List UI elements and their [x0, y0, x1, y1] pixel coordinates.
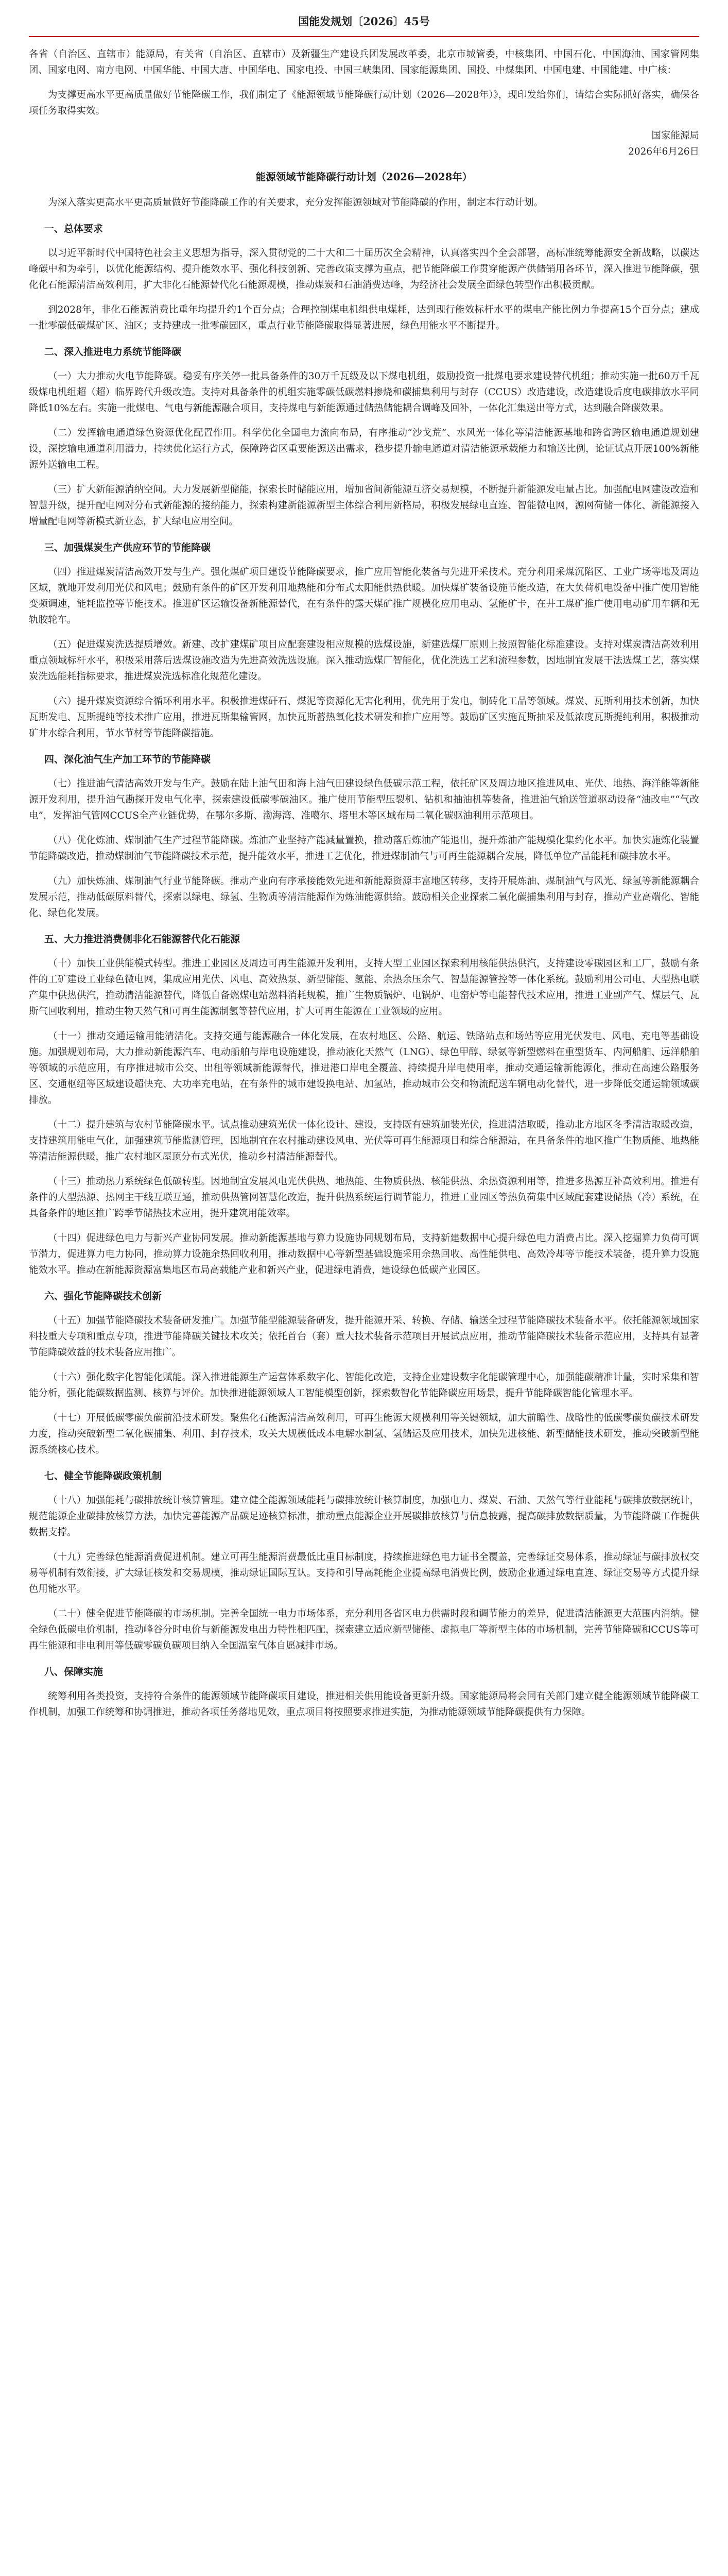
section-heading: 一、总体要求: [44, 223, 103, 234]
paragraph: 统筹利用各类投资，支持符合条件的能源领域节能降碳项目建设，推进相关供用能设备更新升级。国家能源局将会同有关部门建立健全能源领域节能降碳工作机制，加强工作统筹和协调推进，推动各项任务落地见效，重点项目将按照要求推进实施，为推动能源领域节能降碳提供有力保障。: [29, 1691, 699, 1718]
section-7: [29, 1468, 699, 1654]
paragraph: （一）大力推动火电节能降碳。稳妥有序关停一批具备条件的30万千瓦级及以下煤电机组，鼓励投资一批煤电要求建设替代机组；推动实施一批60万千瓦级煤电机组超（超）临界跨代升级改造。支持对具备条件的机组实施零碳低碳燃料掺烧和碳捕集利用与封存（CCUS）改造建设，改造建设后度电碳排放水平同降低10%左右。实施一批煤电、气电与新能源融合项目，支持煤电与新能源通过储热储能耦合调峰及回补，一体化汇集送出等方式，达到融合降碳效果。: [29, 371, 699, 414]
section-1: [29, 221, 699, 334]
section-5: [29, 931, 699, 1278]
paragraph: （十六）强化数字化智能化赋能。深入推进能源生产运营体系数字化、智能化改造，支持企业建设数字化能碳管理中心，加强能碳精准计量，实时采集和智能分析，强化能碳数据监测、核算与评价。加快推进能源领域人工智能模型创新，探索数智化节能降碳应用场景，提升节能降碳智能化管理水平。: [29, 1372, 699, 1399]
paragraph: （六）提升煤炭资源综合循环利用水平。积极推进煤矸石、煤泥等资源化无害化利用，优先用于发电，制砖化工品等领域。煤炭、瓦斯利用技术创新，加快瓦斯发电、瓦斯提纯等技术推广应用，推进瓦斯集输管网，加快瓦斯蓄热氧化技术研发和推广应用等。鼓励矿区实施瓦斯抽采及低浓度瓦斯提纯利用，积极推动矿井水综合利用，节水节材等节能降碳措施。: [29, 696, 699, 739]
section-heading: 五、大力推进消费侧非化石能源替代化石能源: [44, 934, 240, 945]
paragraph: （八）优化炼油、煤制油气生产过程节能降碳。炼油产业坚持产能减量置换，推动落后炼油产能退出，提升炼油产能规模化集约化水平。加快实施炼化装置节能降碳改造，推动煤制油气节能降碳技术示范，提升能效水平，推进工艺优化，推进煤制油气与可再生能源耦合发展，降低单位产品能耗和碳排放水平。: [29, 835, 699, 862]
paragraph: 到2028年，非化石能源消费比重年均提升约1个百分点；合理控制煤电机组供电煤耗，达到现行能效标杆水平的煤电产能比例力争提高15个百分点；建成一批零碳低碳煤矿区、油区；支持建成一批零碳园区，重点行业节能降碳取得显著进展，绿色用能水平不断提升。: [29, 304, 699, 331]
paragraph: （四）推进煤炭清洁高效开发与生产。强化煤矿项目建设节能降碳要求，推广应用智能化装备与先进开采技术。充分利用采煤沉陷区、工业广场等地及周边区域，就地开发利用光伏和风电；鼓励有条件的矿区开发利用地热能和分布式太阳能供热供暖。加快煤矿装备设施节能改造，在大负荷机电设备中推广使用智能变频调速，能耗监控等节能技术。推进矿区运输设备新能源替代，在有条件的露天煤矿推广规模化应用电动、氢能矿卡，在井工煤矿推广使用电动矿用车辆和无轨胶轮车。: [29, 567, 699, 625]
section-8: [29, 1664, 699, 1720]
paragraph: （十四）促进绿色电力与新兴产业协同发展。推动新能源基地与算力设施协同规划布局，支持新建数据中心提升绿色电力消费占比。深入挖掘算力负荷可调节潜力，促进算力电力协同，推动算力设施余热回收利用，推动数据中心等新型基础设施采用余热回收、高性能供电、高效冷却等节能技术装备，提升算力设施能效水平。推动在新能源资源富集地区布局高载能产业和新兴产业，促进绿电消费，建设绿色低碳产业园区。: [29, 1233, 699, 1276]
signature-block: [29, 128, 699, 160]
paragraph: （二）发挥输电通道绿色资源优化配置作用。科学优化全国电力流向布局，有序推动“沙戈荒”、水风光一体化等清洁能源基地和跨省跨区输电通道规划建设，深挖输电通道利用潜力，持续优化运行方式，保障跨省区重要能源送出需求，稳步提升输电通道对清洁能源承载能力和输送比例，论证试点开展100%新能源外送输电工程。: [29, 428, 699, 470]
paragraph: （五）促进煤炭洗选提质增效。新建、改扩建煤矿项目应配套建设相应规模的选煤设施，新建选煤厂原则上按照智能化标准建设。支持对煤炭清洁高效利用重点领域标杆水平，积极采用落后选煤设施改造为先进高效洗选设施。深入推动选煤厂智能化，优化洗选工艺和流程参数，因地制宜发展干法选煤工艺，落实煤炭洗选能耗指标要求，推进煤炭洗选标准化规范化建设。: [29, 639, 699, 682]
section-heading: 三、加强煤炭生产供应环节的节能降碳: [44, 542, 211, 553]
paragraph: （九）加快炼油、煤制油气行业节能降碳。推动产业向有序承接能效先进和新能源资源丰富地区转移，支持开展炼油、煤制油气与风光、绿氢等新能源耦合发展示范，推动低碳原料替代，探索以绿电、绿氢、生物质等清洁能源作为炼油能源供给。鼓励相关企业探索二氧化碳捕集利用与封存，推动产业高端化、智能化、绿色化发展。: [29, 876, 699, 919]
paragraph: （十二）提升建筑与农村节能降碳水平。试点推动建筑光伏一体化设计、建设，支持既有建筑加装光伏，推进清洁取暖，推动北方地区冬季清洁取暖改造，支持建筑用能电气化，加强建筑节能监测管理，因地制宜在农村推动建设风电、光伏等可再生能源项目和综合能源站，在具备条件的地区推广生物质能、地热能等清洁能源供暖，推广农村地区屋顶分布式光伏，推动乡村清洁能源替代。: [29, 1120, 699, 1162]
section-6: [29, 1289, 699, 1458]
paragraph: （十七）开展低碳零碳负碳前沿技术研发。聚焦化石能源清洁高效利用，可再生能源大规模利用等关键领域，加大前瞻性、战略性的低碳零碳负碳技术研发力度，推动突破新型二氧化碳捕集、利用、封存技术，攻关大规模低成本电解水制氢、氢储运及应用技术，加快先进核能、新型储能技术研发，推动突破新型能源系统核心技术。: [29, 1413, 699, 1455]
section-heading: 四、深化油气生产加工环节的节能降碳: [44, 754, 211, 765]
paragraph: 以习近平新时代中国特色社会主义思想为指导，深入贯彻党的二十大和二十届历次全会精神，认真落实四个全会部署，高标准统筹能源安全新战略，以碳达峰碳中和为牵引，以优化能源结构、提升能效水平、强化科技创新、完善政策支撑为重点，把节能降碳工作贯穿能源产供储销用各环节，深入推进节能降碳，强化化石能源清洁高效利用，扩大非化石能源替代化石能源规模，推动煤炭和石油消费达峰，为经济社会发展全面绿色转型作出积极贡献。: [29, 248, 699, 291]
paragraph: （十五）加强节能降碳技术装备研发推广。加强节能型能源装备研发，提升能源开采、转换、存储、输送全过程节能降碳技术装备水平。依托能源领域国家科技重大专项和重点专项，推进节能降碳关键技术攻关；依托首台（套）重大技术装备示范项目开展试点应用，推动节能降碳技术装备示范应用，支持具有显著节能降碳效益的技术装备应用推广。: [29, 1315, 699, 1358]
section-2: [29, 344, 699, 530]
signature-date: 2026年6月26日: [628, 146, 699, 157]
paragraph: （十）加快工业供能模式转型。推进工业园区及周边可再生能源开发利用，支持大型工业园区探索利用核能供热供汽，支持建设零碳园区和工厂，鼓励有条件的工矿建设工业绿色微电网，集成应用光伏、风电、高效热泵、新型储能、氢能、余热余压余气、智慧能源管控等一体化系统。鼓励利用公司电、大型热电联产集中供热供汽，推动清洁能源替代，降低自备燃煤电站燃料消耗规模，推广生物质锅炉、电锅炉、电窑炉等电能替代技术应用，推进工业副产气、煤层气、瓦斯气回收利用，推动生物天然气和可再生能源制氢等替代应用，扩大可再生能源在工业领域的应用。: [29, 958, 699, 1017]
header-divider: [29, 36, 699, 37]
paragraph: （三）扩大新能源消纳空间。大力发展新型储能，探索长时储能应用，增加省间新能源互济交易规模，不断提升新能源发电量占比。加强配电网建设改造和智慧升级，提升配电网对分布式新能源的接纳能力，探索构建新能源新型主体综合利用新格局，积极发展绿电直连、智能微电网，源网荷储一体化、新能源接入增量配电网等新模式新业态，扩大绿电应用空间。: [29, 484, 699, 527]
paragraph: （十八）加强能耗与碳排放统计核算管理。建立健全能源领域能耗与碳排放统计核算制度，加强电力、煤炭、石油、天然气等行业能耗与碳排放数据统计，规范能源企业碳排放核算方法，加快完善能源产品碳足迹核算标准，推动重点能源企业开展碳排放核算与信息披露，提高碳排放数据质量，为节能降碳工作提供数据支撑。: [29, 1495, 699, 1538]
section-heading: 六、强化节能降碳技术创新: [44, 1291, 162, 1302]
section-3: [29, 540, 699, 741]
paragraph: （十三）推动热力系统绿色低碳转型。因地制宜发展风电光伏供热、地热能、生物质供热、核能供热、余热资源利用等，推进多热源互补高效利用。推进有条件的大型热源、热网主干线互联互通，推动供热管网智慧化改造，提升供热系统运行调节能力，推进工业园区等热负荷集中区域配套建设储热（冷）系统，在具备条件的地区推广跨季节储热技术应用，提升建筑用能效率。: [29, 1176, 699, 1219]
document-page: [29, 0, 699, 1729]
intro-paragraph: 为支撑更高水平更高质量做好节能降碳工作，我们制定了《能源领域节能降碳行动计划（2026—2028年）》，现印发给你们，请结合实际抓好落实，确保各项任务取得实效。: [29, 90, 699, 116]
section-heading: 七、健全节能降碳政策机制: [44, 1470, 162, 1482]
doc-number: 国能发规划〔2026〕45号: [298, 15, 430, 28]
section-heading: 八、保障实施: [44, 1666, 103, 1677]
paragraph: （二十）健全促进节能降碳的市场机制。完善全国统一电力市场体系，充分利用各省区电力供需时段和调节能力的差异，促进清洁能源更大范围内消纳。健全绿色低碳电价机制，推动峰谷分时电价与新能源发电出力特性相匹配，探索建立适应新型储能、虚拟电厂等新型主体的市场机制，完善节能降碳和CCUS等可再生能源和非电利用等低碳零碳负碳项目纳入全国温室气体自愿减排市场。: [29, 1608, 699, 1651]
addressee: 各省（自治区、直辖市）能源局，有关省（自治区、直辖市）及新疆生产建设兵团发展改革委，北京市城管委，中核集团、中国石化、中国海油、国家管网集团、国家电网、南方电网、中国华能、中国大唐、中国华电、国家电投、中国三峡集团、国家能源集团、国投、中煤集团、中国电建、中国能建、中广核：: [29, 49, 699, 76]
paragraph: （七）推进油气清洁高效开发与生产。鼓励在陆上油气田和海上油气田建设绿色低碳示范工程，依托矿区及周边地区推进风电、光伏、地热、海洋能等新能源开发利用，提升油气勘探开发电气化率，探索建设低碳零碳油区。推广使用节能型压裂机、钻机和抽油机等装备，推进油气输送管道驱动设备“油改电”“气改电”，发挥油气管网CCUS全产业链优势，在鄂尔多斯、渤海湾、准噶尔、塔里木等区域布局二氧化碳驱油利用示范项目。: [29, 778, 699, 821]
plan-title: 能源领域节能降碳行动计划（2026—2028年）: [255, 171, 473, 183]
section-heading: 二、深入推进电力系统节能降碳: [44, 346, 182, 358]
paragraph: （十一）推动交通运输用能清洁化。支持交通与能源融合一体化发展，在农村地区、公路、航运、铁路站点和场站等应用光伏发电、风电、充电等基础设施。加强规划布局，大力推动新能源汽车、电动船舶与岸电设施建设，推动液化天然气（LNG）、绿色甲醇、绿氨等新型燃料在重型货车、内河船舶、远洋船舶等领域的示范应用，有序推进城市公交、出租等领域新能源替代，推进港口岸电全覆盖、持续提升岸电使用率，推动交通运输新能源化，推动在高速公路服务区、交通枢纽等区域建设超快充、大功率充电站，在有条件的城市建设换电站、加氢站，推动城市公交和物流配送车辆电动化替代，进一步降低交通运输领域碳排放。: [29, 1031, 699, 1106]
signature-org: 国家能源局: [651, 130, 699, 141]
plan-intro: 为深入落实更高水平更高质量做好节能降碳工作的有关要求，充分发挥能源领域对节能降碳的作用，制定本行动计划。: [48, 197, 544, 208]
section-4: [29, 752, 699, 921]
paragraph: （十九）完善绿色能源消费促进机制。建立可再生能源消费最低比重目标制度，持续推进绿色电力证书全覆盖，完善绿证交易体系，推动绿证与碳排放权交易等机制有效衔接，扩大绿证核发和交易规模，推动绿证国际互认。支持和引导高耗能企业提高绿电消费比例，鼓励企业通过绿电直连、绿证交易等方式提升绿色用能水平。: [29, 1552, 699, 1595]
